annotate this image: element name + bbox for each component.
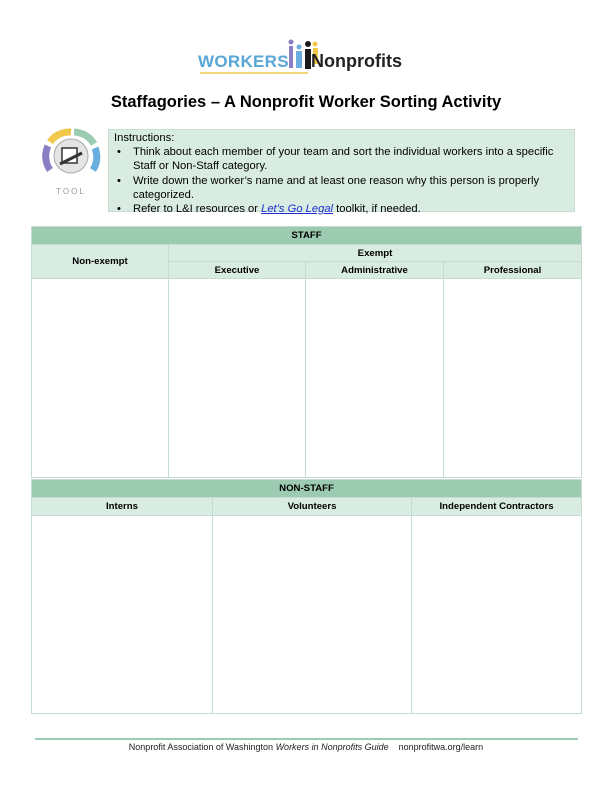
- page-footer: Nonprofit Association of Washington Workers in Nonprofits Guide nonprofitwa.org/learn: [128, 742, 484, 752]
- non-exempt-entry-cell[interactable]: [32, 279, 169, 478]
- volunteers-entry-cell[interactable]: [213, 516, 412, 714]
- executive-header: Executive: [169, 262, 306, 279]
- nonstaff-table: [31, 479, 582, 714]
- staff-band: STAFF: [32, 227, 582, 245]
- instructions-box: [108, 129, 575, 216]
- logo-underline: [200, 72, 308, 74]
- executive-entry-cell[interactable]: [169, 279, 306, 478]
- logo-nonprofits-text: Nonprofits: [311, 51, 402, 71]
- svg-text:TOOL: TOOL: [56, 187, 86, 196]
- administrative-header: Administrative: [306, 262, 444, 279]
- footer-url: nonprofitwa.org/learn: [398, 742, 484, 752]
- tool-badge-icon: [38, 128, 104, 202]
- page-title: Staffagories – A Nonprofit Worker Sorting Activity: [110, 93, 502, 111]
- administrative-entry-cell[interactable]: [306, 279, 444, 478]
- workers-in-nonprofits-logo: [198, 38, 418, 74]
- interns-entry-cell[interactable]: [32, 516, 213, 714]
- nonstaff-band: NON-STAFF: [32, 480, 582, 498]
- instruction-item: • Write down the worker’s name and at least one reason why this person is properly categorized.: [114, 174, 574, 202]
- contractors-header: Independent Contractors: [412, 498, 582, 516]
- volunteers-header: Volunteers: [213, 498, 412, 516]
- logo-workers-text: WORKERS: [198, 52, 289, 71]
- professional-header: Professional: [444, 262, 582, 279]
- instruction-item: • Refer to L&I resources or Let’s Go Legal toolkit, if needed.: [114, 202, 574, 216]
- lets-go-legal-link[interactable]: Let’s Go Legal: [261, 203, 334, 216]
- footer-divider: [35, 738, 578, 740]
- instruction-item: • Think about each member of your team and sort the individual workers into a specific Staff or Non-Staff category.: [114, 145, 574, 173]
- staff-table: [31, 226, 582, 478]
- instructions-heading: Instructions:: [114, 132, 175, 144]
- contractors-entry-cell[interactable]: [412, 516, 582, 714]
- non-exempt-header: Non-exempt: [32, 245, 169, 279]
- interns-header: Interns: [32, 498, 213, 516]
- professional-entry-cell[interactable]: [444, 279, 582, 478]
- exempt-header: Exempt: [169, 245, 582, 262]
